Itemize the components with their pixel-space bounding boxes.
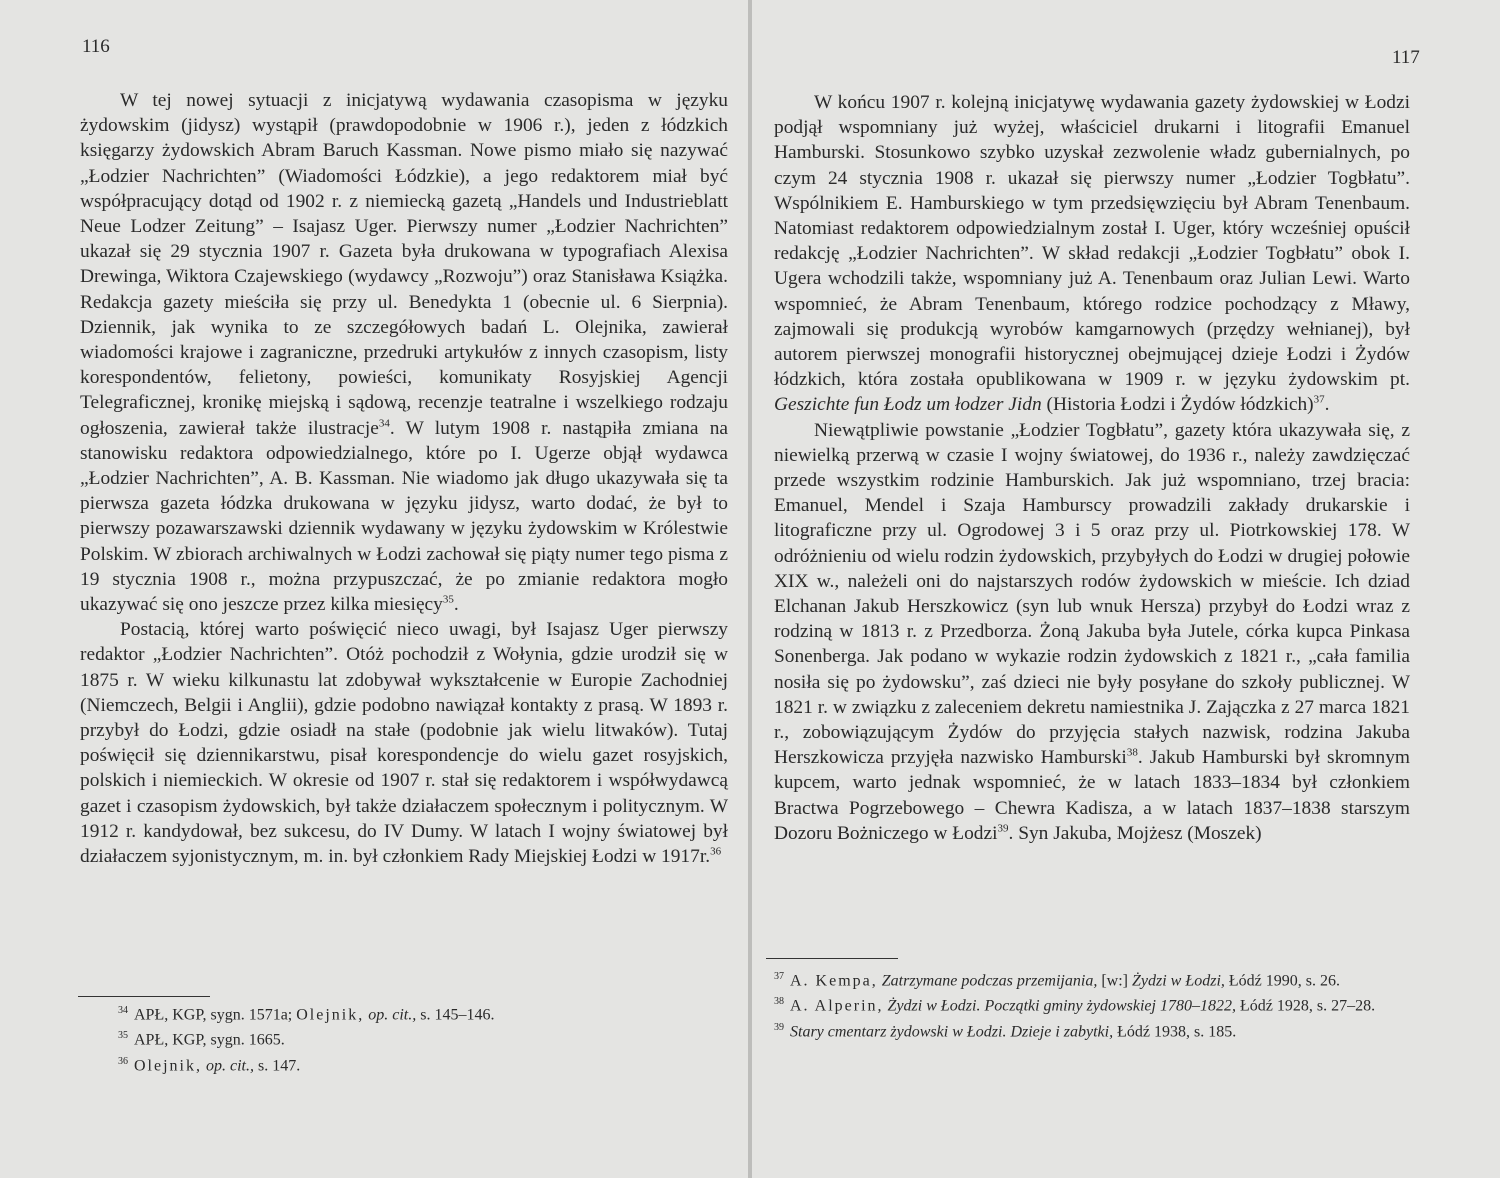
footnote: $^{36}$ Olejnik, op. cit., s. 147.: [118, 1055, 301, 1074]
footnote: $^{37}$ A. Kempa, Zatrzymane podczas przemijania, [w:] Żydzi w Łodzi, Łódź 1990, s. 26.: [774, 971, 1341, 990]
footnote-ref[interactable]: 38: [1126, 746, 1138, 759]
footnote: $^{35}$ APŁ, KGP, sygn. 1665.: [118, 1030, 285, 1049]
paragraph: W końcu 1907 r. kolejną inicjatywę wydawania gazety żydowskiej w Łodzi podjął wspomniany już wyżej, właściciel drukarni i litografii Emanuel Hamburski. Stosunkowo szybko uzyskał zezwolenie władz gubernialnych, po czym 24 stycznia 1908 r. ukazał się pierwszy numer „Łodzier Togbłatu”. Wspólnikiem E. Hamburskiego w tym przedsięwzięciu był Abram Tenenbaum. Natomiast redaktorem odpowiedzialnym został I. Uger, który wcześniej opuścił redakcję „Łodzier Nachrichten”. W skład redakcji „Łodzier Togbłatu” obok I. Ugera wchodzili także, wspomniany już A. Tenenbaum oraz Julian Lewi. Warto wspomnieć, że Abram Tenenbaum, którego rodzice pochodzący z Mławy, zajmowali się produkcją wyrobów kamgarnowych (przędzy wełnianej), był autorem pierwszej monografii historycznej obejmującej dzieje Łodzi i Żydów łódzkich, która została opublikowana w 1909 r. w języku żydowskim pt. Geszichte fun Łodz um łodzer Jidn (Historia Łodzi i Żydów łódzkich)$^{37}$.: [774, 92, 1410, 416]
page-number: 117: [1392, 47, 1420, 68]
footnote-ref[interactable]: 36: [710, 845, 722, 858]
footnote-ref[interactable]: 39: [997, 822, 1009, 835]
footnote: $^{34}$ APŁ, KGP, sygn. 1571a; Olejnik, op. cit., s. 145–146.: [118, 1005, 495, 1024]
footnote-ref[interactable]: 37: [1313, 393, 1325, 406]
footnote: $^{39}$ Stary cmentarz żydowski w Łodzi. Dzieje i zabytki, Łódź 1938, s. 185.: [774, 1021, 1237, 1040]
footnotes: [118, 1000, 678, 1076]
book-title: Geszichte fun Łodz um łodzer Jidn: [774, 394, 1042, 416]
footnote-ref[interactable]: 35: [442, 593, 454, 606]
page-number: 116: [82, 36, 110, 57]
footnotes: [774, 966, 1414, 1042]
left-page: [0, 0, 748, 1178]
paragraph: Niewątpliwie powstanie „Łodzier Togbłatu”, gazety która ukazywała się, z niewielką przerwą w czasie I wojny światowej, do 1936 r., należy zawdzięczać przede wszystkim rodzinie Hamburskich. Jak już wspomniano, trzej bracia: Emanuel, Mendel i Szaja Hamburscy prowadzili zakłady drukarskie i litograficzne przy ul. Ogrodowej 3 i 5 oraz przy ul. Piotrkowskiej 178. W odróżnieniu od wielu rodzin żydowskich, przybyłych do Łodzi w drugiej połowie XIX w., należeli oni do najstarszych rodów żydowskich w mieście. Ich dziad Elchanan Jakub Herszkowicz (syn lub wnuk Hersza) przybył do Łodzi wraz z rodziną w 1813 r. z Przedborza. Żoną Jakuba była Jutele, córka kupca Pinkasa Sonenberga. Jak podano w wykazie rodzin żydowskich z 1821 r., „cała familia nosiła się po żydowsku”, zaś dzieci nie były posyłane do szkoły publicznej. W 1821 r. w związku z zaleceniem dekretu namiestnika J. Zajączka z 27 marca 1821 r., zobowiązującym Żydów do przyjęcia stałych nazwisk, rodzina Jakuba Herszkowicza przyjęła nazwisko Hamburski$^{38}$. Jakub Hamburski był skromnym kupcem, warto jednak wspomnieć, że w latach 1833–1834 był członkiem Bractwa Pogrzebowego – Chewra Kadisza, a w latach 1837–1838 starszym Dozoru Bożniczego w Łodzi$^{39}$. Syn Jakuba, Mojżesz (Moszek): [774, 419, 1410, 844]
page-body: [774, 90, 1410, 846]
footnote-ref[interactable]: 34: [378, 417, 390, 430]
footnote-divider: [78, 996, 210, 997]
page-body: [80, 88, 728, 869]
footnote: $^{38}$ A. Alperin, Żydzi w Łodzi. Początki gminy żydowskiej 1780–1822, Łódź 1928, s. 27–28.: [774, 996, 1376, 1015]
paragraph: W tej nowej sytuacji z inicjatywą wydawania czasopisma w języku żydowskim (jidysz) wystąpił (prawdopodobnie w 1906 r.), jeden z łódzkich księgarzy żydowskich Abram Baruch Kassman. Nowe pismo miało się nazywać „Łodzier Nachrichten” (Wiadomości Łódzkie), a jego redaktorem miał być współpracujący dotąd od 1902 r. z niemiecką gazetą „Handels und Industrieblatt Neue Lodzer Zeitung” – Isajasz Uger. Pierwszy numer „Łodzier Nachrichten” ukazał się 29 stycznia 1907 r. Gazeta była drukowana w typografiach Alexisa Drewinga, Wiktora Czajewskiego (wydawcy „Rozwoju”) oraz Stanisława Książka. Redakcja gazety mieściła się przy ul. Benedykta 1 (obecnie ul. 6 Sierpnia). Dziennik, jak wynika to ze szczegółowych badań L. Olejnika, zawierał wiadomości krajowe i zagraniczne, przedruki artykułów z innych czasopism, listy korespondentów, felietony, powieści, komunikaty Rosyjskiej Agencji Telegraficznej, kronikę miejską i sądową, recenzje teatralne i wszelkiego rodzaju ogłoszenia, zawierał także ilustracje$^{34}$. W lutym 1908 r. nastąpiła zmiana na stanowisku redaktora odpowiedzialnego, które po I. Ugerze objął wydawca „Łodzier Nachrichten”, A. B. Kassman. Nie wiadomo jak długo ukazywała się ta pierwsza gazeta łódzka drukowana w języku jidysz, warto dodać, że był to pierwszy pozawarszawski dziennik wydawany w języku żydowskim w Królestwie Polskim. W zbiorach archiwalnych w Łodzi zachował się piąty numer tego pisma z 19 stycznia 1908 r., można przypuszczać, że po zmianie redaktora mogło ukazywać się ono jeszcze przez kilka miesięcy$^{35}$.: [80, 90, 729, 616]
footnote-divider: [766, 958, 898, 959]
right-page: [752, 0, 1500, 1178]
paragraph: Postacią, której warto poświęcić nieco uwagi, był Isajasz Uger pierwszy redaktor „Łodzier Nachrichten”. Otóż pochodził z Wołynia, gdzie urodził się w 1875 r. W wieku kilkunastu lat zdobywał wykształcenie w Europie Zachodniej (Niemczech, Belgii i Anglii), gdzie podobno nawiązał kontakty z prasą. W 1893 r. przybył do Łodzi, gdzie osiadł na stałe (podobnie jak wielu litwaków). Tutaj poświęcił się dziennikarstwu, pisał korespondencje do wielu gazet rosyjskich, polskich i niemieckich. W okresie od 1907 r. stał się redaktorem i współwydawcą gazet i czasopism żydowskich, był także działaczem społecznym i politycznym. W 1912 r. kandydował, bez sukcesu, do IV Dumy. W latach I wojny światowej był działaczem syjonistycznym, m. in. był członkiem Rady Miejskiej Łodzi w 1917r.$^{36}$: [80, 619, 728, 868]
